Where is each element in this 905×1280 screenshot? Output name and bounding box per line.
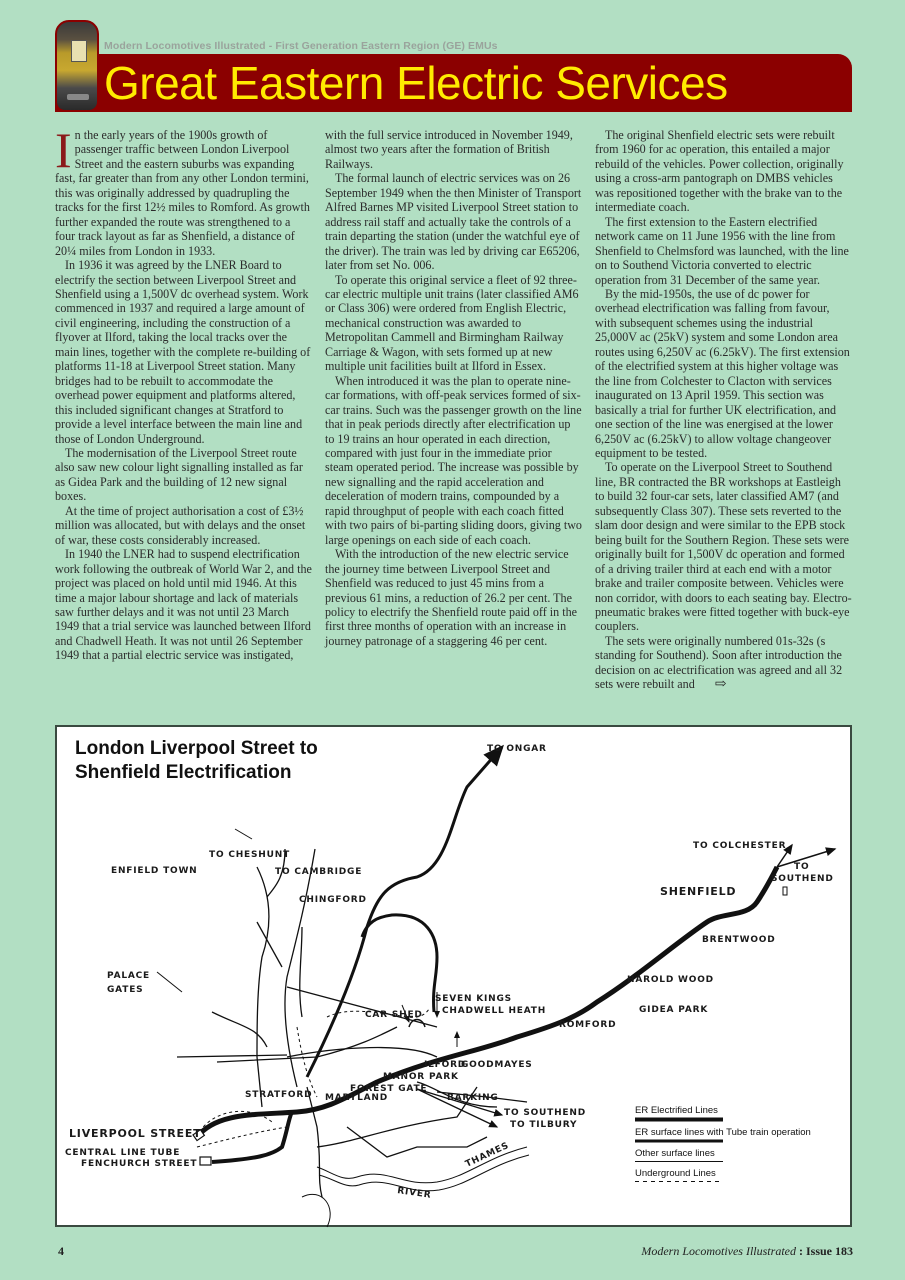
label-enfield-town: ENFIELD TOWN [111,866,198,876]
map-title-line-1: London Liverpool Street to [75,738,318,759]
label-chingford: CHINGFORD [299,895,367,905]
continue-arrow-icon: ⇨ [714,677,727,693]
label-romford: ROMFORD [559,1020,617,1030]
label-to-cambridge: TO CAMBRIDGE [275,867,363,877]
legend-swatch-thin [635,1160,725,1163]
paragraph: The first extension to the Eastern electrified network came on 11 June 1956 with the line from Shenfield to Chelmsford was launched, with the line on to Southend Victoria converted to electric operation from 31 December of the same year. [595,214,849,287]
label-stratford: STRATFORD [245,1090,313,1100]
label-to-colchester: TO COLCHESTER [693,841,787,851]
page-number: 4 [58,1244,64,1258]
palace-gates-pointer [157,972,182,992]
label-maryland: MARYLAND [325,1093,388,1103]
label-gidea-park: GIDEA PARK [639,1005,709,1015]
article-column-3 [595,128,852,720]
label-barking: BARKING [447,1093,499,1103]
paragraph: At the time of project authorisation a cost of £3½ million was allocated, but with delays and the onset of war, these costs considerably increased. [55,503,306,547]
label-river: RIVER [396,1186,432,1201]
series-kicker: Modern Locomotives Illustrated - First Generation Eastern Region (GE) EMUs [104,40,498,52]
paragraph: With the introduction of the new electric service the journey time between Liverpool Street and Shenfield was reduced to just 45 mins from a previous 61 mins, a reduction of 26.2 per cent. The policy to electrify the Shenfield route paid off in the first three months of operation with an increase in journey patronage of a staggering 46 per cent. [325,547,577,648]
map-title-line-2: Shenfield Electrification [75,762,292,783]
paragraph: To operate this original service a fleet of 92 three-car electric multiple unit trains (later classified AM6 or Class 306) were ordered from English Electric, mechanical construction was awarded to Metropolitan Cammell and Birmingham Railway Carriage & Wagon, with sets formed up at new multiple unit facilities built at Ilford in Essex. [325,272,579,374]
ongar-branch [307,747,502,1077]
article-column-1 [55,122,312,720]
label-liverpool-street: LIVERPOOL STREET [69,1127,202,1140]
page-title: Great Eastern Electric Services [104,57,728,109]
map-legend [635,1105,811,1188]
header-thumbnail-photo [55,20,99,112]
label-to-southend: TO SOUTHEND [504,1108,586,1118]
label-thames: THAMES [464,1140,511,1170]
label-brentwood: BRENTWOOD [702,935,776,945]
cab-window [71,40,87,62]
paragraph: In 1940 the LNER had to suspend electrification work following the outbreak of World War 2, and the project was placed on hold until mid 1946. At this time a major labour shortage and lack of materials saw further delays and it was not until 23 March 1949 that a trial service was launched between Ilford and Chadwell Heath. It was not until 26 September 1949 that a partial electric service was instigated, [55,547,312,663]
paragraph: with the full service introduced in November 1949, almost two years after the formation of British Railways. [325,128,573,171]
label-to-tilbury: TO TILBURY [510,1120,578,1130]
paragraph: To operate on the Liverpool Street to Southend line, BR contracted the BR workshops at Eastleigh to build 32 four-car sets, later classified AM7 (and subsequently Class 307). These sets reverted to the slam door design and were similar to the EPB stock being built for the Southern Region. These sets were originally built for 1,500V dc operation and formed of a driving trailer third at each end with a motor brake and trailer composite between. Vehicles were non corridor, with doors to each seating bay. Electro-pneumatic brakes were fitted together with buck-eye couplers. [595,460,852,634]
legend-label: Underground Lines [635,1168,716,1179]
railway-map [55,725,852,1227]
drop-cap: I [55,122,72,178]
legend-item-underground [635,1168,811,1183]
fenchurch-street-terminus [200,1157,211,1165]
legend-item-tube-train [635,1127,811,1143]
label-seven-kings: SEVEN KINGS [435,994,512,1004]
paragraph: When introduced it was the plan to operate nine-car formations, with off-peak services formed of six-car trains. Such was the passenger growth on the line that in peak periods directly after electrification up to 19 trains an hour operated in each direction, compared with just four in the immediate prior steam operated period. The increase was possible by new signalling and the rapid acceleration and deceleration of modern trains, compounded by a rapid throughput of people with each coach fitted with two pairs of bi-parting sliding doors, giving two large openings on each side of each coach. [325,373,582,547]
paragraph [595,634,852,693]
legend-swatch-dashed [635,1180,725,1183]
article-column-2 [325,128,582,720]
label-to-southend-1: TO [794,862,810,872]
paragraph-text: n the early years of the 1900s growth of passenger traffic between London Liverpool Street and the eastern suburbs was expanding fast, far greater than from any other London termini, this was originally addressed by quadrupling the tracks for the first 12½ miles to Romford. As growth further expanded the route was strengthened to a four track layout as far as Shenfield, a distance of 20¼ miles from London in 1933. [55,128,310,258]
legend-swatch-thick [635,1117,725,1122]
label-chadwell-heath: CHADWELL HEATH [442,1006,547,1016]
label-forest-gate: FOREST GATE [350,1084,428,1094]
legend-label: ER Electrified Lines [635,1105,718,1116]
paragraph-text: The sets were originally numbered 01s-32s (s standing for Southend). Soon after introduction the decision on ac electrification was agreed and all 32 sets were rebuilt and [595,633,843,692]
legend-item-electrified [635,1105,811,1122]
paragraph: The original Shenfield electric sets were rebuilt from 1960 for ac operation, this entailed a major rebuild of the vehicles. Power collection, originally using a cross-arm pantograph on DMBS vehicles was repositioned together with the brake van to the intermediate coach. [595,128,844,215]
legend-item-other-surface [635,1148,811,1163]
river-thames [302,1147,527,1227]
legend-label: Other surface lines [635,1148,715,1159]
label-harold-wood: HAROLD WOOD [627,975,714,985]
issue-number: : Issue 183 [795,1244,853,1258]
paragraph: The formal launch of electric services was on 26 September 1949 when the then Minister of Transport Alfred Barnes MP visited Liverpool Street station to address rail staff and actually take the controls of a train departing the station (under the watchful eye of the driver). The train was led by driving car E65206, later from set No. 006. [325,171,582,273]
label-palace-gates-1: PALACE [107,971,150,981]
publication-footer [641,1244,853,1259]
label-palace-gates-2: GATES [107,985,144,995]
paragraph: By the mid-1950s, the use of dc power for overhead electrification was falling from favour, with subsequent schemes using the industrial 25,000V ac (25kV) system and some London area routes using 6,250V ac (6.25kV). The first extension of the electrified system at this higher voltage was the line from Colchester to Clacton with services inaugurated on 13 April 1959. This section was basically a trial for further UK electrification, and one section of the line was energised at the lower 6,250V ac (6.25kV) to allow voltage changeover equipment to be tested. [595,286,850,460]
legend-label: ER surface lines with Tube train operation [635,1127,811,1138]
shenfield-depot [783,887,787,895]
label-central-line-tube: CENTRAL LINE TUBE [65,1148,181,1158]
paragraph [55,122,312,258]
label-goodmayes: GOODMAYES [461,1060,533,1070]
enfield-pointer [235,829,252,839]
label-ilford: ILFORD [424,1060,467,1070]
paragraph: The modernisation of the Liverpool Street route also saw new colour light signalling installed as far as Gidea Park and the building of 12 new signal boxes. [55,445,303,504]
hainault-loop [362,915,437,1012]
label-fenchurch-street: FENCHURCH STREET [81,1159,198,1169]
publication-name: Modern Locomotives Illustrated [641,1244,796,1258]
label-manor-park: MANOR PARK [383,1072,459,1082]
label-to-cheshunt: TO CHESHUNT [209,850,291,860]
label-to-southend-2: SOUTHEND [771,874,834,884]
headlamp [67,94,89,100]
label-car-shed: CAR SHED [365,1010,423,1020]
legend-swatch-medium [635,1139,725,1143]
label-to-ongar: TO ONGAR [487,744,547,754]
paragraph: In 1936 it was agreed by the LNER Board to electrify the section between Liverpool Street and Shenfield using a 1,500V dc overhead system. Work commenced in 1937 and required a large amount of civil engineering, including the construction of a flyover at Ilford, taking the local tracks over the main lines, together with the complete re-building of platforms 11-18 at Liverpool Street station. Many bridges had to be rebuilt to accommodate the overhead power equipment and platforms altered, this included significant changes at Stratford to provide a level interface between the main line and those of London Underground. [55,258,311,446]
article-body [55,122,852,720]
label-shenfield: SHENFIELD [660,885,737,898]
